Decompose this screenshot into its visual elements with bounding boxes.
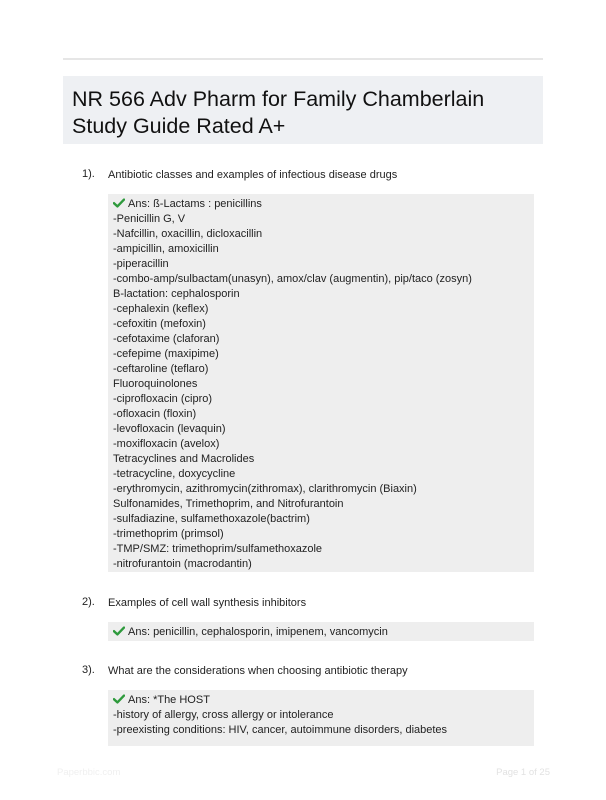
check-icon <box>113 694 125 704</box>
question-text: Antibiotic classes and examples of infectious disease drugs <box>108 169 398 181</box>
answer-line: -tetracycline, doxycycline <box>113 468 236 480</box>
answer-box <box>108 622 534 641</box>
footer-watermark: Paperbbic.com <box>57 767 121 778</box>
check-icon <box>113 626 125 636</box>
answer-line: -piperacillin <box>113 258 169 270</box>
answer-line: -erythromycin, azithromycin(zithromax), clarithromycin (Biaxin) <box>113 483 417 495</box>
answer-line: -cefotaxime (claforan) <box>113 333 220 345</box>
answer-line: -TMP/SMZ: trimethoprim/sulfamethoxazole <box>113 543 323 555</box>
top-divider <box>63 58 543 60</box>
answer-line: -Nafcillin, oxacillin, dicloxacillin <box>113 228 263 240</box>
answer-line: -nitrofurantoin (macrodantin) <box>113 558 252 570</box>
question-number: 2). <box>82 596 95 608</box>
answer-line: -ofloxacin (floxin) <box>113 408 197 420</box>
answer-box <box>108 690 534 746</box>
answer-line: -cefepime (maxipime) <box>113 348 219 360</box>
answer-line: -levofloxacin (levaquin) <box>113 423 226 435</box>
answer-line: -preexisting conditions: HIV, cancer, autoimmune disorders, diabetes <box>113 724 448 736</box>
answer-line: -cefoxitin (mefoxin) <box>113 318 206 330</box>
question-text: What are the considerations when choosing antibiotic therapy <box>108 665 408 677</box>
answer-line: -trimethoprim (primsol) <box>113 528 224 540</box>
answer-line: -ampicillin, amoxicillin <box>113 243 219 255</box>
title-banner <box>63 76 543 144</box>
page-indicator: Page 1 of 25 <box>496 767 550 778</box>
answer-line: -combo-amp/sulbactam(unasyn), amox/clav (augmentin), pip/taco (zosyn) <box>113 273 472 285</box>
answer-line: -ciprofloxacin (cipro) <box>113 393 213 405</box>
answer-box <box>108 194 534 572</box>
answer-line: Ans: ß-Lactams : penicillins <box>113 197 534 212</box>
answer-line: Sulfonamides, Trimethoprim, and Nitrofurantoin <box>113 498 344 510</box>
answer-line: -moxifloxacin (avelox) <box>113 438 220 450</box>
answer-line: -ceftaroline (teflaro) <box>113 363 209 375</box>
answer-line: -sulfadiazine, sulfamethoxazole(bactrim) <box>113 513 310 525</box>
question-text: Examples of cell wall synthesis inhibitors <box>108 597 307 609</box>
answer-line: -Penicillin G, V <box>113 213 186 225</box>
question-number: 3). <box>82 664 95 676</box>
answer-line: -cephalexin (keflex) <box>113 303 209 315</box>
answer-line: Ans: *The HOST <box>113 693 534 708</box>
answer-line: Tetracyclines and Macrolides <box>113 453 255 465</box>
check-icon <box>113 198 125 208</box>
question-number: 1). <box>82 168 95 180</box>
answer-line: Ans: penicillin, cephalosporin, imipenem, vancomycin <box>113 625 534 640</box>
document-title: NR 566 Adv Pharm for Family Chamberlain Study Guide Rated A+ <box>72 87 485 138</box>
answer-line: B-lactation: cephalosporin <box>113 288 240 300</box>
answer-line: -history of allergy, cross allergy or intolerance <box>113 709 334 721</box>
answer-line: Fluoroquinolones <box>113 378 198 390</box>
